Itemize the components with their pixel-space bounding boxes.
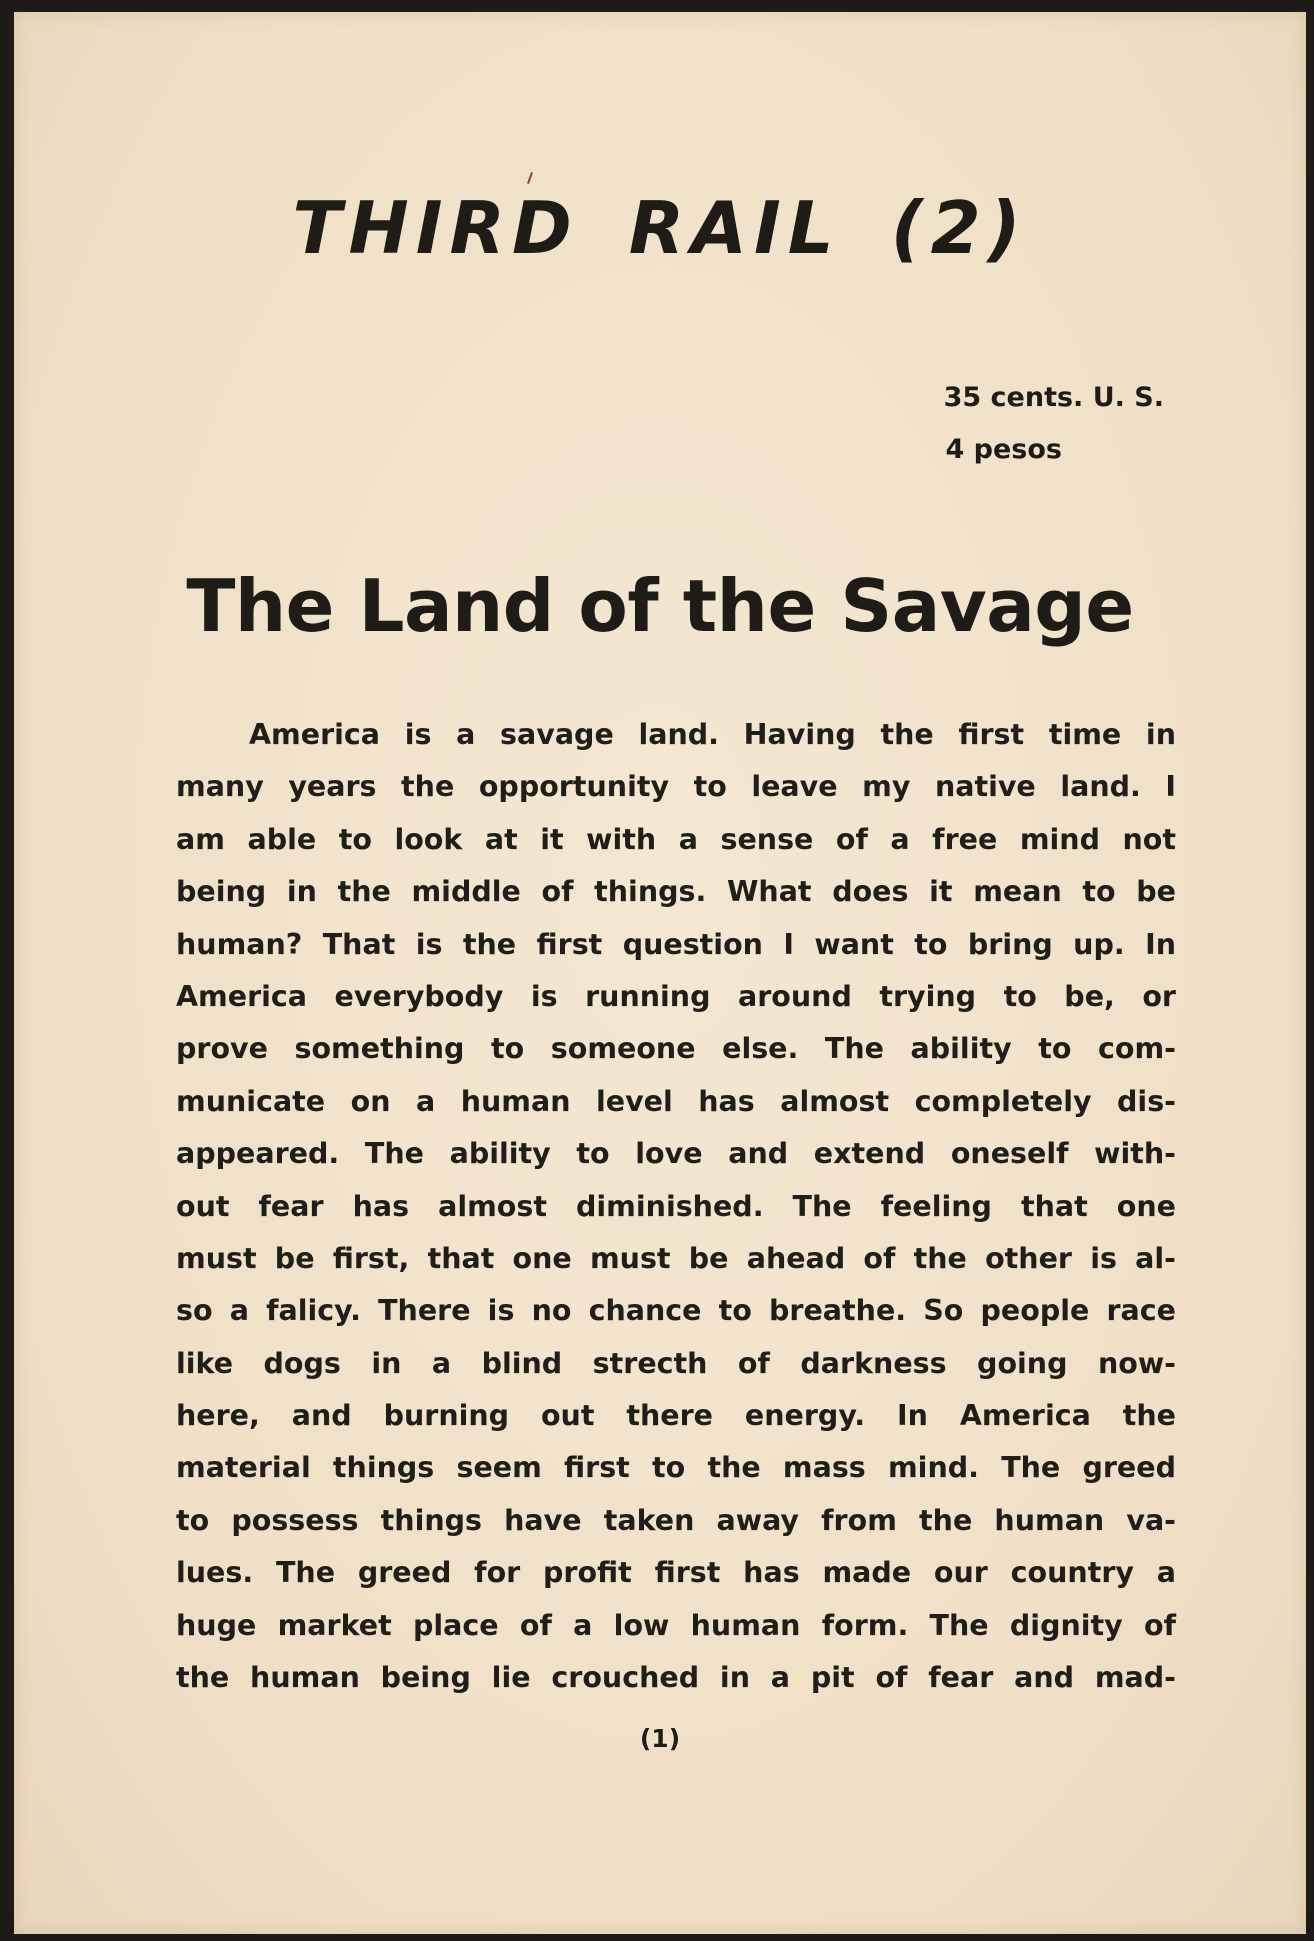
body-line: must be first, that one must be ahead of the other is al-: [176, 1241, 1176, 1275]
body-line: municate on a human level has almost completely dis-: [176, 1084, 1176, 1118]
body-line: appeared. The ability to love and extend oneself with-: [176, 1137, 1176, 1171]
body-line: many years the opportunity to leave my native land. I: [176, 770, 1176, 804]
body-line: so a falicy. There is no chance to breathe. So people race: [176, 1294, 1176, 1328]
page-number: (1): [639, 1724, 681, 1753]
body-line: out fear has almost diminished. The feeling that one: [176, 1189, 1176, 1223]
body-line: like dogs in a blind strecth of darkness going now-: [176, 1346, 1176, 1380]
body-line: am able to look at it with a sense of a free mind not: [176, 822, 1176, 856]
body-line: human? That is the first question I want to bring up. In: [176, 927, 1176, 961]
body-line: the human being lie crouched in a pit of fear and mad-: [176, 1661, 1176, 1695]
body-line: huge market place of a low human form. The dignity of: [176, 1608, 1176, 1642]
body-line: being in the middle of things. What does it mean to be: [176, 875, 1176, 909]
body-line: here, and burning out there energy. In America the: [176, 1399, 1176, 1433]
article-title: The Land of the Savage: [186, 564, 1134, 648]
article-body: [176, 709, 1176, 1704]
body-line: to possess things have taken away from the human va-: [176, 1503, 1176, 1537]
ink-speck: [527, 172, 533, 184]
body-line: material things seem first to the mass mind. The greed: [176, 1451, 1176, 1485]
body-line: America everybody is running around trying to be, or: [176, 979, 1176, 1013]
body-line: prove something to someone else. The ability to com-: [176, 1032, 1176, 1066]
body-line: lues. The greed for profit first has made our country a: [176, 1556, 1176, 1590]
price-pesos: 4 pesos: [945, 434, 1062, 465]
document-page: [14, 12, 1306, 1934]
series-title: THIRD RAIL (2): [292, 186, 1028, 270]
price-us: 35 cents. U. S.: [943, 382, 1164, 413]
body-line: America is a savage land. Having the first time in: [249, 718, 1176, 751]
